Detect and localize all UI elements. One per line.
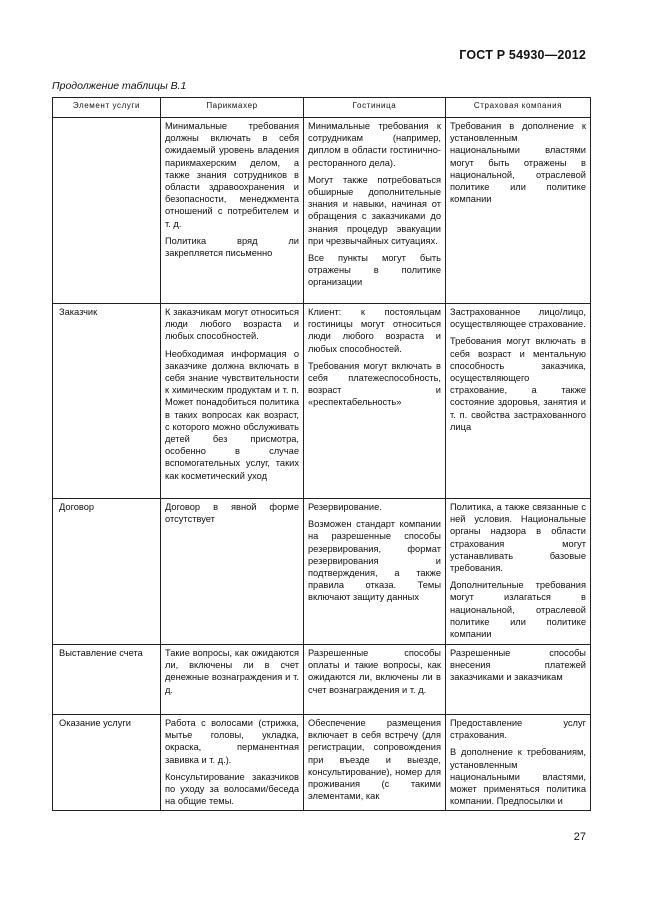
- cell-hairdresser: [161, 715, 304, 811]
- cell-paragraph: Требования могут включать в себя возраст и ментальную способность заказчика, осуществляющего страхование, а также состояние здоровья, занятия и т. п. свойства застрахованного лица: [450, 336, 586, 432]
- page-number: 27: [573, 831, 586, 843]
- table-row: [53, 304, 591, 499]
- cell-paragraph: Необходимая информация о заказчике должна включать в себя знание чувствительности к химическим продуктам и т. п. Может понадобиться политика в таких вопросах как возраст, с которого можно обслуживать детей без присмотра, особенно в случае вспомогательных услуг, таких как косметический уход: [165, 348, 299, 481]
- cell-element: Выставление счета: [53, 645, 161, 715]
- cell-hotel: [304, 304, 446, 499]
- cell-paragraph: Застрахованное лицо/лицо, осуществляющее страхование.: [450, 307, 586, 330]
- cell-paragraph: Такие вопросы, как ожидаются ли, включены ли в счет денежные вознаграждения и т. д.: [165, 648, 299, 695]
- table-row: [53, 645, 591, 715]
- cell-paragraph: Политика вряд ли закрепляется письменно: [165, 235, 299, 259]
- cell-hairdresser: [161, 645, 304, 715]
- cell-hairdresser: [161, 499, 304, 645]
- services-table: [52, 97, 591, 811]
- cell-element: Заказчик: [53, 304, 161, 499]
- column-header-hairdresser: Парикмахер: [161, 98, 304, 118]
- cell-paragraph: Требования могут включать в себя платежеспособность, возраст и «респектабельность»: [308, 360, 441, 408]
- table-continuation-caption: Продолжение таблицы В.1: [52, 80, 187, 92]
- cell-hotel: [304, 715, 446, 811]
- table-row: [53, 118, 591, 304]
- cell-paragraph: Работа с волосами (стрижка, мытье головы, укладка, окраска, перманентная завивка и т. д.).: [165, 718, 299, 765]
- cell-paragraph: Клиент: к постояльцам гостиницы могут относиться люди любого возраста и любых способностей.: [308, 307, 441, 354]
- cell-paragraph: В дополнение к требованиям, установленным национальными властями, может применяться политика компании. Предпосылки и: [450, 747, 586, 807]
- column-header-element: Элемент услуги: [53, 98, 161, 118]
- standard-header: ГОСТ Р 54930—2012: [459, 48, 586, 62]
- cell-paragraph: Разрешенные способы оплаты и такие вопросы, как ожидаются ли, включены ли в счет вознаграждения и т. д.: [308, 648, 441, 695]
- cell-insurance: [446, 304, 591, 499]
- column-header-insurance: Страховая компания: [446, 98, 591, 118]
- cell-hotel: [304, 499, 446, 645]
- cell-paragraph: Предоставление услуг страхования.: [450, 718, 586, 741]
- cell-hotel: [304, 645, 446, 715]
- cell-hairdresser: [161, 118, 304, 304]
- cell-paragraph: Минимальные требования к сотрудникам (например, диплом в области гостинично-ресторанного дела).: [308, 121, 441, 168]
- table-row: [53, 715, 591, 811]
- column-header-hotel: Гостиница: [304, 98, 446, 118]
- table-header-row: [53, 98, 591, 118]
- cell-insurance: [446, 715, 591, 811]
- cell-paragraph: Консультирование заказчиков по уходу за волосами/беседа на общие темы.: [165, 771, 299, 807]
- cell-paragraph: Разрешенные способы внесения платежей заказчиками и заказчикам: [450, 648, 586, 683]
- cell-paragraph: Резервирование.: [308, 502, 382, 512]
- cell-insurance: [446, 118, 591, 304]
- cell-paragraph: Дополнительные требования могут излагаться в национальной, отраслевой политике или политике компании: [450, 580, 586, 640]
- cell-hairdresser: [161, 304, 304, 499]
- cell-insurance: [446, 499, 591, 645]
- cell-paragraph: Политика, а также связанные с ней условия. Национальные органы надзора в области страхования могут устанавливать базовые требования.: [450, 502, 586, 574]
- cell-paragraph: Могут также потребоваться обширные дополнительные знания и навыки, начиная от обращения с заказчиками до знания процедур эвакуации при чрезвычайных ситуациях.: [308, 174, 441, 246]
- cell-element: Договор: [53, 499, 161, 645]
- table-row: [53, 499, 591, 645]
- cell-hotel: [304, 118, 446, 304]
- cell-paragraph: Все пункты могут быть отражены в политике организации: [308, 253, 441, 288]
- cell-paragraph: Возможен стандарт компании на разрешенные способы резервирования, формат резервирования и подтверждения, а также правила отказа. Темы включают защиту данных: [308, 519, 441, 603]
- cell-paragraph: Требования в дополнение к установленным национальными властями могут быть отражены в национальной, отраслевой политике или политике компании: [450, 121, 586, 205]
- cell-element: [53, 118, 161, 304]
- cell-element: Оказание услуги: [53, 715, 161, 811]
- cell-paragraph: Минимальные требования должны включать в себя ожидаемый уровень владения парикмахерским делом, а также знания сотрудников в области здравоохранения и безопасности, менеджмента отношений с потребителем и т. д.: [165, 121, 299, 229]
- cell-paragraph: Договор в явной форме отсутствует: [165, 502, 299, 525]
- cell-paragraph: К заказчикам могут относиться люди любого возраста и любых способностей.: [165, 307, 299, 342]
- cell-insurance: [446, 645, 591, 715]
- cell-paragraph: Обеспечение размещения включает в себя встречу (для регистрации, сопровождения при въезде и выезде, консультирование), номер для проживания (с такими элементами, как: [308, 718, 441, 802]
